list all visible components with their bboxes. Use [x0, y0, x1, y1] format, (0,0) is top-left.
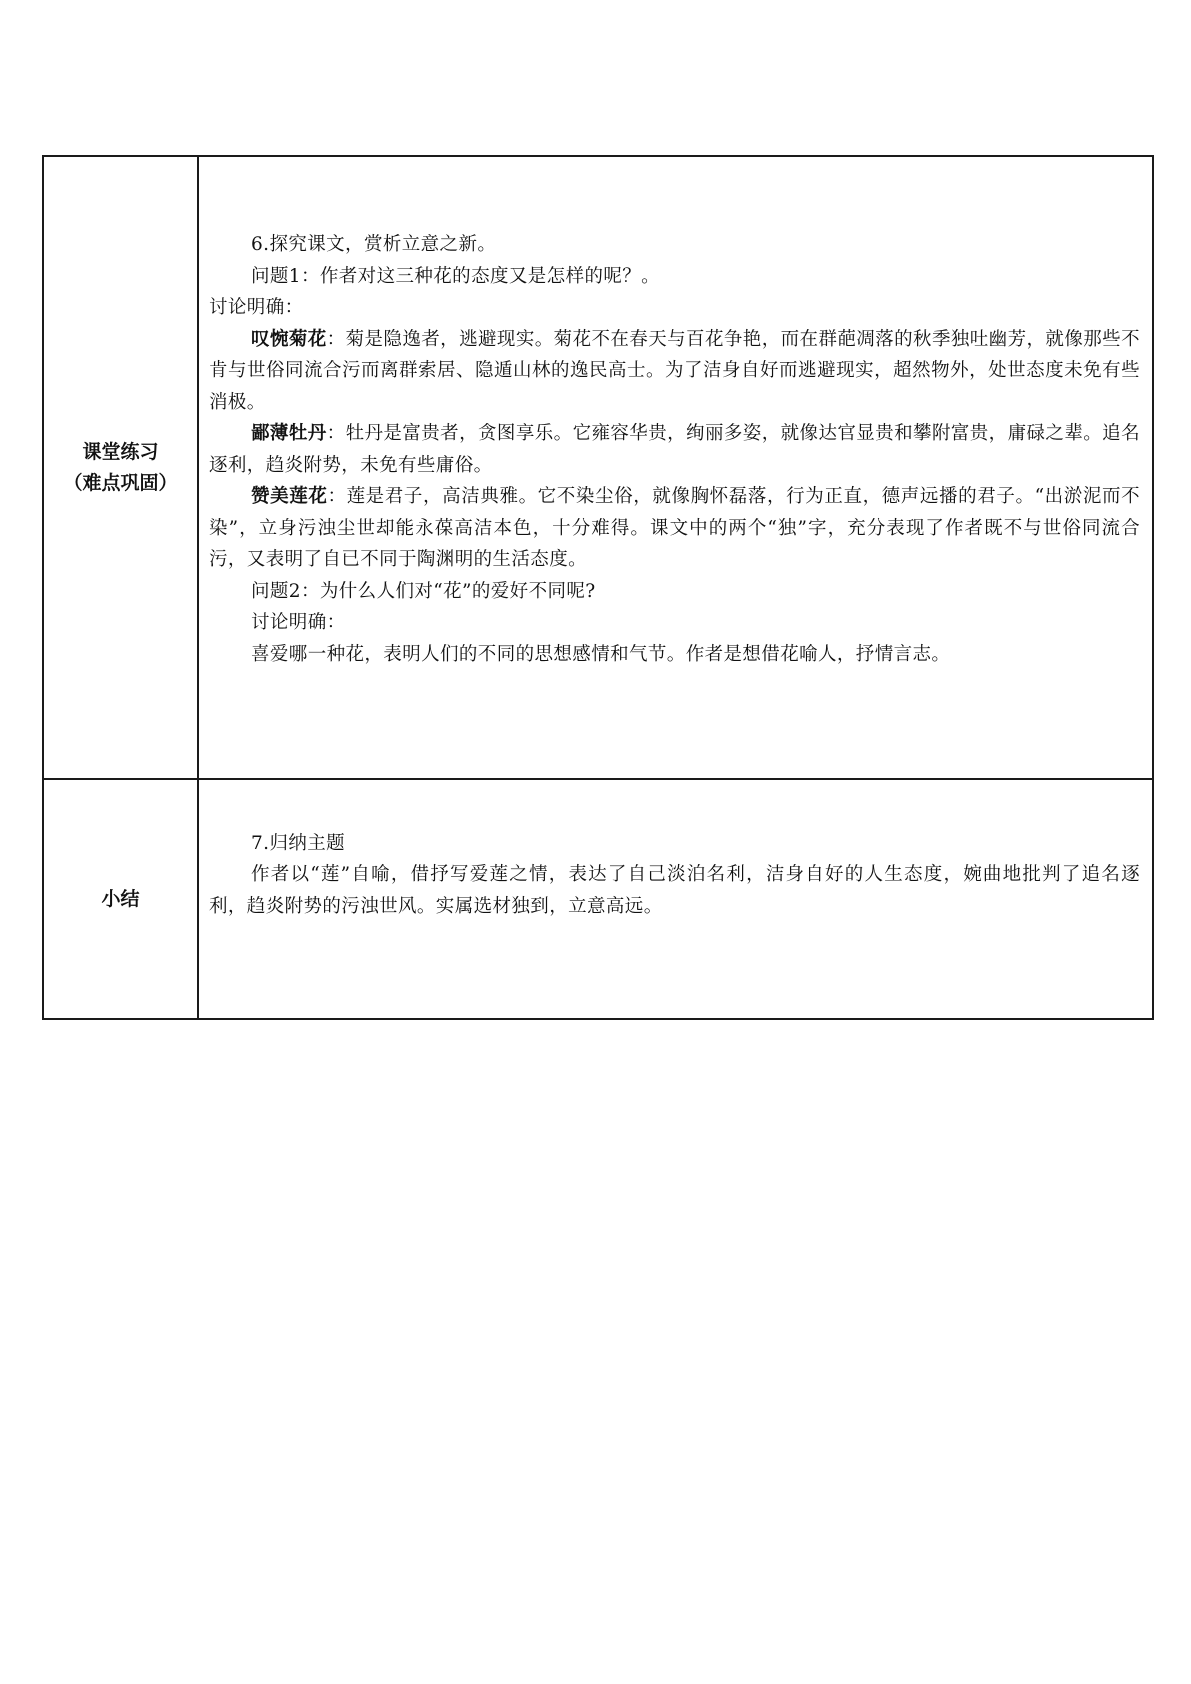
row-content-summary — [198, 779, 1153, 1019]
row-label-classroom-practice — [43, 156, 198, 779]
chrysanthemum-lead: 叹惋菊花 — [251, 328, 327, 350]
chrysanthemum-text: ：菊是隐逸者，逃避现实。菊花不在春天与百花争艳，而在群葩凋落的秋季独吐幽芳，就像那些不肯与世俗同流合污而离群索居、隐遁山林的逸民高士。为了洁身自好而逃避现实，超然物外，处世态度未免有些消极。 — [209, 328, 1140, 413]
paragraph-chrysanthemum — [209, 324, 1140, 419]
row-content-classroom-practice — [198, 156, 1153, 779]
lotus-lead: 赞美莲花 — [251, 486, 328, 507]
lotus-text: ：莲是君子，高洁典雅。它不染尘俗，就像胸怀磊落，行为正直，德声远播的君子。“出淤泥而不染”，立身污浊尘世却能永葆高洁本色，十分难得。课文中的两个“独”字，充分表现了作者既不与世俗同流合污，又表明了自已不同于陶渊明的生活态度。 — [209, 486, 1140, 570]
question-1: 问题1：作者对这三种花的态度又是怎样的呢？。 — [251, 265, 661, 287]
peony-text: ：牡丹是富贵者，贪图享乐。它雍容华贵，绚丽多姿，就像达官显贵和攀附富贵，庸碌之辈。追名逐利，趋炎附势，未免有些庸俗。 — [209, 423, 1140, 476]
question-2: 问题2：为什么人们对“花”的爱好不同呢? — [251, 580, 596, 602]
summary-heading: 7.归纳主题 — [251, 832, 346, 854]
lesson-plan-table — [42, 155, 1154, 1020]
peony-lead: 鄙薄牡丹 — [251, 423, 327, 444]
table-row-summary — [43, 779, 1153, 1019]
discussion-label: 讨论明确： — [209, 297, 304, 318]
section-heading: 6.探究课文，赏析立意之新。 — [251, 234, 497, 255]
row-label-line2: （难点巩固） — [63, 471, 178, 494]
table-row-classroom-practice — [43, 156, 1153, 779]
row-label-summary: 小结 — [43, 779, 198, 1019]
summary-text: 作者以“莲”自喻，借抒写爱莲之情，表达了自己淡泊名利，洁身自好的人生态度，婉曲地批判了追名逐利，趋炎附势的污浊世风。实属选材独到，立意高远。 — [209, 864, 1140, 917]
answer-2: 喜爱哪一种花，表明人们的不同的思想感情和气节。作者是想借花喻人，抒情言志。 — [251, 643, 951, 665]
paragraph-lotus — [209, 481, 1140, 576]
row-label-line1: 课堂练习 — [82, 440, 159, 463]
paragraph-peony — [209, 418, 1140, 481]
discussion-label-2: 讨论明确： — [251, 612, 346, 633]
